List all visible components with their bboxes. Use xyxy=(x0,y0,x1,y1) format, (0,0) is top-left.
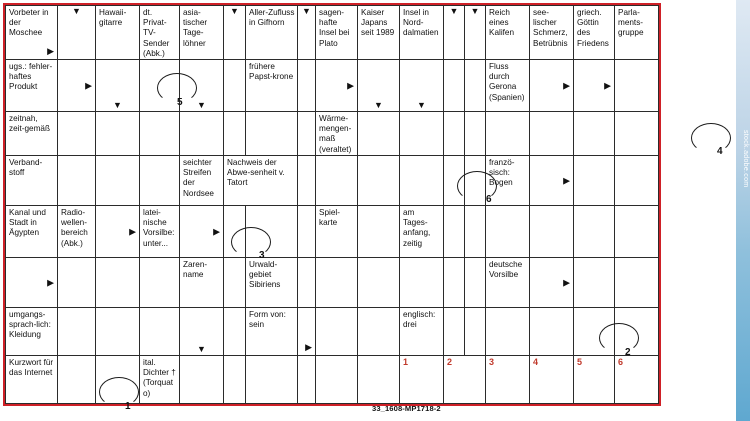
answer-cell[interactable] xyxy=(224,112,246,156)
answer-cell[interactable] xyxy=(400,112,444,156)
arrow-right-icon: ▶ xyxy=(563,175,570,186)
clue-cell[interactable]: ugs.: fehler-haftes Produkt xyxy=(6,60,58,112)
answer-cell[interactable] xyxy=(615,258,659,308)
answer-cell[interactable] xyxy=(574,60,615,112)
crossword-row xyxy=(6,112,659,156)
answer-cell[interactable] xyxy=(298,356,316,404)
answer-cell[interactable] xyxy=(465,6,486,60)
answer-cell[interactable] xyxy=(444,308,465,356)
answer-cell[interactable] xyxy=(400,258,444,308)
answer-cell[interactable] xyxy=(58,112,96,156)
clue-cell[interactable]: Kaiser Japans seit 1989 xyxy=(358,6,400,60)
answer-cell[interactable] xyxy=(58,308,96,356)
answer-cell[interactable] xyxy=(180,206,224,258)
solution-cell[interactable]: 3 xyxy=(486,356,530,404)
answer-cell[interactable] xyxy=(140,258,180,308)
answer-cell[interactable] xyxy=(298,60,316,112)
watermark-text: stock.adobe.com xyxy=(742,130,749,188)
clue-cell[interactable]: deutsche Vorsilbe xyxy=(486,258,530,308)
answer-cell[interactable] xyxy=(96,112,140,156)
clue-cell[interactable]: seichter Streifen der Nordsee xyxy=(180,156,224,206)
answer-cell[interactable] xyxy=(465,258,486,308)
answer-cell[interactable] xyxy=(486,206,530,258)
clue-cell[interactable]: Hawaii-gitarre xyxy=(96,6,140,60)
circle-marker-2 xyxy=(599,323,639,353)
answer-cell[interactable] xyxy=(400,156,444,206)
answer-cell[interactable] xyxy=(58,356,96,404)
answer-cell[interactable] xyxy=(615,156,659,206)
answer-cell[interactable] xyxy=(58,6,96,60)
answer-cell[interactable] xyxy=(358,258,400,308)
crossword-row xyxy=(6,60,659,112)
clue-cell[interactable]: am Tages-anfang, zeitig xyxy=(400,206,444,258)
clue-cell[interactable]: Urwald-gebiet Sibiriens xyxy=(246,258,298,308)
answer-cell[interactable] xyxy=(530,60,574,112)
answer-cell[interactable] xyxy=(358,356,400,404)
answer-cell[interactable] xyxy=(224,308,246,356)
answer-cell[interactable] xyxy=(316,60,358,112)
answer-cell[interactable] xyxy=(298,258,316,308)
clue-cell[interactable]: Fluss durch Gerona (Spanien) xyxy=(486,60,530,112)
answer-cell[interactable] xyxy=(530,206,574,258)
crossword-row xyxy=(6,308,659,356)
clue-cell[interactable]: Reich eines Kalifen xyxy=(486,6,530,60)
answer-cell[interactable] xyxy=(298,112,316,156)
crossword-row xyxy=(6,206,659,258)
clue-cell[interactable]: Radio-wellen-bereich (Abk.) xyxy=(58,206,96,258)
clue-cell[interactable]: Nachweis der Abwe-senheit v. Tatort xyxy=(224,156,298,206)
answer-cell[interactable] xyxy=(96,258,140,308)
arrow-down-icon: ▼ xyxy=(230,6,239,16)
answer-cell[interactable] xyxy=(224,356,246,404)
answer-cell[interactable] xyxy=(465,112,486,156)
answer-cell[interactable] xyxy=(530,258,574,308)
answer-cell[interactable] xyxy=(58,60,96,112)
arrow-right-icon: ▶ xyxy=(47,46,54,57)
answer-cell[interactable] xyxy=(298,6,316,60)
answer-cell[interactable] xyxy=(358,156,400,206)
clue-cell[interactable]: see-lischer Schmerz, Betrübnis xyxy=(530,6,574,60)
answer-cell[interactable] xyxy=(6,258,58,308)
answer-cell[interactable] xyxy=(486,308,530,356)
answer-cell[interactable] xyxy=(358,308,400,356)
clue-cell[interactable]: Zaren-name xyxy=(180,258,224,308)
arrow-down-icon: ▼ xyxy=(72,6,81,16)
answer-cell[interactable] xyxy=(574,156,615,206)
arrow-right-icon: ▶ xyxy=(305,342,312,353)
arrow-right-icon: ▶ xyxy=(563,277,570,288)
circle-marker-1-number: 1 xyxy=(125,401,131,412)
crossword-table xyxy=(5,5,659,404)
clue-cell[interactable]: umgangs-sprach-lich: Kleidung xyxy=(6,308,58,356)
answer-cell[interactable] xyxy=(224,60,246,112)
clue-cell[interactable]: Kanal und Stadt in Ägypten xyxy=(6,206,58,258)
answer-cell[interactable] xyxy=(140,112,180,156)
crossword-row xyxy=(6,258,659,308)
arrow-down-icon: ▼ xyxy=(197,344,206,355)
answer-cell[interactable] xyxy=(140,156,180,206)
answer-cell[interactable] xyxy=(486,112,530,156)
clue-cell[interactable]: asia-tischer Tage-löhner xyxy=(180,6,224,60)
clue-cell[interactable]: Insel in Nord-dalmatien xyxy=(400,6,444,60)
clue-cell[interactable]: Vorbeter in der Moschee ▶ xyxy=(6,6,58,60)
answer-cell[interactable] xyxy=(180,356,224,404)
clue-cell[interactable]: Verband-stoff xyxy=(6,156,58,206)
clue-cell[interactable]: zeitnah, zeit-gemäß xyxy=(6,112,58,156)
clue-cell[interactable]: griech. Göttin des Friedens xyxy=(574,6,615,60)
clue-cell[interactable]: Kurzwort für das Internet xyxy=(6,356,58,404)
answer-cell[interactable] xyxy=(298,156,316,206)
answer-cell[interactable] xyxy=(615,60,659,112)
answer-cell[interactable] xyxy=(400,60,444,112)
answer-cell[interactable] xyxy=(140,308,180,356)
circle-marker-1 xyxy=(99,377,139,407)
clue-cell[interactable]: latei-nische Vorsilbe: unter... xyxy=(140,206,180,258)
arrow-down-icon: ▼ xyxy=(113,100,122,111)
answer-cell[interactable] xyxy=(96,60,140,112)
circle-marker-4 xyxy=(691,123,731,153)
answer-cell[interactable] xyxy=(444,6,465,60)
answer-cell[interactable] xyxy=(58,156,96,206)
solution-cell[interactable]: 6 xyxy=(615,356,659,404)
arrow-down-icon: ▼ xyxy=(470,6,480,16)
answer-cell[interactable] xyxy=(444,112,465,156)
answer-cell[interactable] xyxy=(224,258,246,308)
arrow-right-icon: ▶ xyxy=(563,80,570,91)
answer-cell[interactable] xyxy=(574,258,615,308)
crossword-row xyxy=(6,6,659,60)
answer-cell[interactable] xyxy=(58,258,96,308)
arrow-right-icon: ▶ xyxy=(85,80,92,91)
answer-cell[interactable] xyxy=(574,112,615,156)
answer-cell[interactable] xyxy=(180,308,224,356)
answer-cell[interactable] xyxy=(316,156,358,206)
clue-cell[interactable]: sagen-hafte Insel bei Plato xyxy=(316,6,358,60)
answer-cell[interactable] xyxy=(615,206,659,258)
answer-cell[interactable] xyxy=(358,112,400,156)
crossword-row xyxy=(6,156,659,206)
answer-cell[interactable] xyxy=(615,112,659,156)
answer-cell[interactable] xyxy=(96,308,140,356)
answer-cell[interactable] xyxy=(246,112,298,156)
clue-cell[interactable]: frühere Papst-krone xyxy=(246,60,298,112)
clue-cell[interactable]: englisch: drei xyxy=(400,308,444,356)
answer-cell[interactable] xyxy=(444,258,465,308)
clue-cell[interactable]: Spiel-karte xyxy=(316,206,358,258)
answer-cell[interactable] xyxy=(444,206,465,258)
answer-cell[interactable] xyxy=(298,308,316,356)
answer-cell[interactable] xyxy=(316,258,358,308)
clue-cell[interactable]: Form von: sein xyxy=(246,308,298,356)
answer-cell[interactable] xyxy=(574,206,615,258)
arrow-right-icon: ▶ xyxy=(604,80,611,91)
answer-cell[interactable] xyxy=(358,206,400,258)
clue-cell[interactable]: ital. Dichter † (Torquato) xyxy=(140,356,180,404)
answer-cell[interactable] xyxy=(465,308,486,356)
clue-cell[interactable]: Parla-ments-gruppe xyxy=(615,6,659,60)
clue-cell[interactable]: dt. Privat-TV-Sender (Abk.) xyxy=(140,6,180,60)
answer-cell[interactable] xyxy=(316,308,358,356)
solution-cell[interactable]: 2 xyxy=(444,356,486,404)
answer-cell[interactable] xyxy=(465,60,486,112)
solution-cell[interactable]: 4 xyxy=(530,356,574,404)
arrow-down-icon: ▼ xyxy=(302,6,311,16)
answer-cell[interactable] xyxy=(530,112,574,156)
circle-marker-5-number: 5 xyxy=(177,97,183,108)
answer-cell[interactable] xyxy=(530,308,574,356)
clue-cell[interactable]: franzö-sisch: Bogen xyxy=(486,156,530,206)
circle-marker-2-number: 2 xyxy=(625,347,631,358)
answer-cell[interactable] xyxy=(358,60,400,112)
arrow-down-icon: ▼ xyxy=(197,100,206,111)
watermark-strip xyxy=(736,0,750,421)
clue-cell[interactable]: Wärme-mengen-maß (veraltet) xyxy=(316,112,358,156)
clue-cell[interactable]: Aller-Zufluss in Gifhorn xyxy=(246,6,298,60)
puzzle-code: 33_1608-MP1718-2 xyxy=(372,404,441,413)
answer-cell[interactable] xyxy=(316,356,358,404)
circle-marker-4-number: 4 xyxy=(717,146,723,157)
answer-cell[interactable] xyxy=(180,112,224,156)
arrow-right-icon: ▶ xyxy=(47,277,54,288)
answer-cell[interactable] xyxy=(224,6,246,60)
arrow-right-icon: ▶ xyxy=(347,80,354,91)
answer-cell[interactable] xyxy=(96,206,140,258)
arrow-down-icon: ▼ xyxy=(417,100,426,111)
solution-cell[interactable]: 5 xyxy=(574,356,615,404)
circle-marker-3 xyxy=(231,227,271,257)
arrow-down-icon: ▼ xyxy=(374,100,383,111)
answer-cell[interactable] xyxy=(530,156,574,206)
answer-cell[interactable] xyxy=(298,206,316,258)
answer-cell[interactable] xyxy=(444,60,465,112)
arrow-right-icon: ▶ xyxy=(213,226,220,237)
answer-cell[interactable] xyxy=(465,206,486,258)
answer-cell[interactable] xyxy=(96,156,140,206)
solution-cell[interactable]: 1 xyxy=(400,356,444,404)
circle-marker-3-number: 3 xyxy=(259,250,265,261)
answer-cell[interactable] xyxy=(246,356,298,404)
arrow-down-icon: ▼ xyxy=(449,6,459,16)
circle-marker-6-number: 6 xyxy=(486,194,492,205)
arrow-right-icon: ▶ xyxy=(129,226,136,237)
